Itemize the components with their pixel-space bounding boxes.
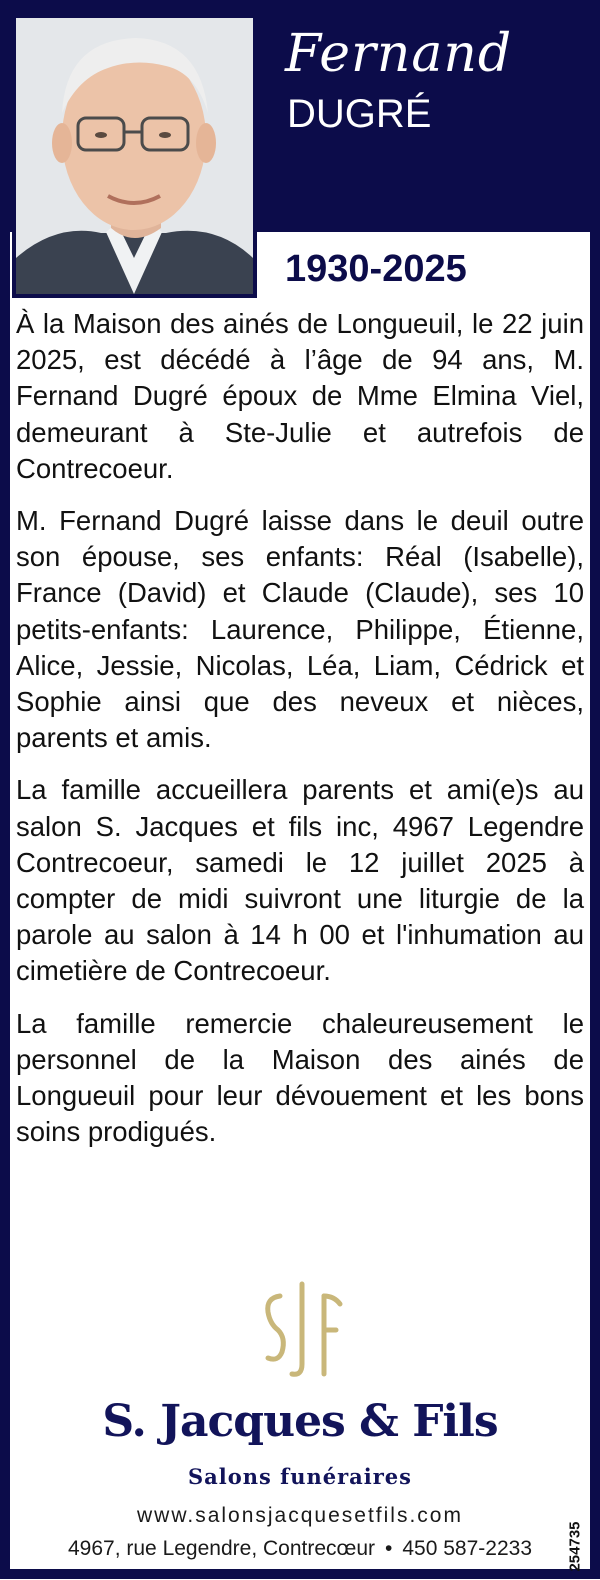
separator-bullet: • [385, 1537, 393, 1560]
sjf-monogram-logo [262, 1278, 344, 1382]
obituary-text [16, 306, 584, 1166]
monogram-text: SJF [262, 1278, 264, 1279]
paragraph-thanks: La famille remercie chaleureusement le personnel de la Maison des ainés de Longueuil pour leur dévouement et les bons soins prodigués. [16, 1007, 584, 1148]
deceased-first-name: Fernand [285, 24, 513, 84]
life-years: 1930-2025 [285, 248, 467, 290]
paragraph-survivors: M. Fernand Dugré laisse dans le deuil outre son épouse, ses enfants: Réal (Isabelle), France (David) et Claude (Claude), ses 10 petits-enfants: Laurence, Philippe, Étienne, Alice, Jessie, Nicolas, Léa, Liam, Cédrick et Sophie ainsi que des neveux et nièces, parents et amis. [16, 505, 584, 754]
paragraph-death-notice: À la Maison des ainés de Longueuil, le 22 juin 2025, est décédé à l’âge de 94 ans, M. Fernand Dugré époux de Mme Elmina Viel, demeurant à Ste-Julie et autrefois de Contrecoeur. [16, 308, 584, 484]
border-right [590, 232, 600, 1579]
funeral-home-phone[interactable]: 450 587-2233 [402, 1537, 532, 1560]
funeral-home-website[interactable]: www.salonsjacquesetfils.com [137, 1504, 463, 1527]
funeral-home-contact [0, 1537, 600, 1561]
portrait-illustration [16, 18, 253, 294]
paragraph-visitation: La famille accueillera parents et ami(e)s au salon S. Jacques et fils inc, 4967 Legendre Contrecoeur, samedi le 12 juillet 2025 à compter de midi suivront une liturgie de la parole au salon à 14 h 00 et l'inhumation au cimetière de Contrecoeur. [16, 774, 584, 987]
border-left [0, 232, 10, 1579]
funeral-home-address: 4967, rue Legendre, Contrecœur [68, 1537, 376, 1560]
portrait-photo [12, 14, 257, 298]
border-bottom [0, 1569, 600, 1579]
funeral-home-name: S. Jacques & Fils [102, 1396, 498, 1447]
funeral-home-subtitle: Salons funéraires [188, 1464, 412, 1489]
ad-code [566, 1520, 598, 1580]
deceased-last-name: DUGRÉ [287, 92, 432, 136]
ad-code-text: 254735 [566, 1521, 584, 1572]
